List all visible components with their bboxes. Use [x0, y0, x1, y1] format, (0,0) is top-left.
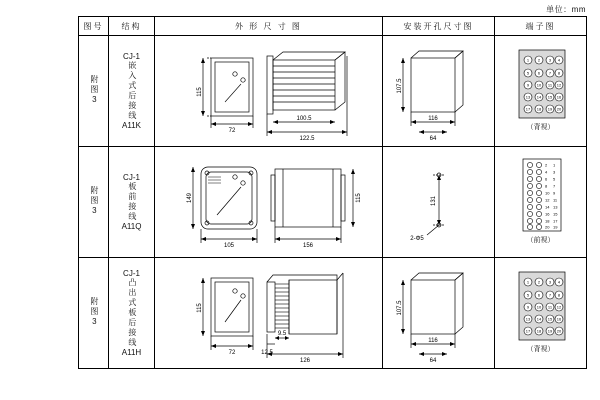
svg-text:3: 3 — [553, 169, 556, 175]
dim-total-3: 126 — [299, 358, 311, 364]
mount-dim-width-3: 116 — [428, 338, 438, 344]
dim-width-2: 105 — [223, 243, 235, 249]
table-row — [79, 147, 587, 258]
structure-model: CJ-1 — [123, 51, 140, 61]
svg-text:4: 4 — [557, 279, 561, 285]
dim-mid-3: 9.5 — [277, 331, 287, 337]
dim-total-1: 122.5 — [299, 136, 315, 142]
svg-text:20: 20 — [556, 328, 562, 334]
table-row — [79, 258, 587, 369]
svg-text:6: 6 — [537, 292, 541, 298]
dim-body-2: 156 — [302, 243, 314, 249]
svg-text:13: 13 — [553, 204, 558, 210]
cell-mounting-drawing — [383, 36, 495, 147]
svg-text:4: 4 — [545, 169, 548, 175]
svg-text:6: 6 — [537, 70, 541, 76]
svg-text:14: 14 — [536, 94, 542, 100]
cell-outline-drawing — [155, 36, 383, 147]
svg-text:20: 20 — [556, 106, 562, 112]
svg-text:5: 5 — [553, 176, 556, 182]
outline-drawing-2 — [155, 147, 383, 257]
terminal-view-caption: （前视） — [526, 237, 555, 244]
svg-text:15: 15 — [547, 316, 553, 322]
svg-text:8: 8 — [557, 70, 561, 76]
svg-text:12: 12 — [556, 82, 562, 88]
svg-text:20: 20 — [545, 224, 550, 230]
svg-text:19: 19 — [547, 106, 553, 112]
svg-text:15: 15 — [553, 211, 558, 217]
svg-text:16: 16 — [556, 94, 562, 100]
svg-text:9: 9 — [553, 190, 556, 196]
svg-text:5: 5 — [526, 70, 530, 76]
structure-type: 板前接线 — [127, 182, 137, 222]
svg-text:18: 18 — [536, 106, 542, 112]
svg-text:16: 16 — [545, 211, 550, 217]
mount-dim-height-1: 107.5 — [397, 78, 403, 94]
svg-text:7: 7 — [548, 70, 552, 76]
svg-text:10: 10 — [536, 304, 542, 310]
svg-text:13: 13 — [525, 316, 531, 322]
dim-height-3: 115 — [197, 303, 203, 313]
cell-outline-drawing — [155, 258, 383, 369]
unit-note: 单位：mm — [546, 5, 586, 14]
structure-type: 嵌入式后接线 — [127, 61, 137, 121]
svg-text:12: 12 — [556, 304, 562, 310]
cell-fig-no — [79, 36, 109, 147]
header-structure: 结构 — [109, 17, 155, 36]
cell-terminal-drawing — [495, 36, 587, 147]
svg-text:17: 17 — [553, 218, 558, 224]
structure-type: 凸出式板后接线 — [127, 278, 137, 348]
cell-mounting-drawing — [383, 147, 495, 258]
mount-dim-height-2: 131 — [431, 195, 437, 207]
svg-text:2: 2 — [545, 162, 548, 168]
svg-text:3: 3 — [548, 57, 552, 63]
specification-table — [78, 16, 587, 369]
fig-no-text: 附图3 — [89, 296, 99, 328]
header-fig-no: 图号 — [79, 17, 109, 36]
svg-text:18: 18 — [536, 328, 542, 334]
svg-text:10: 10 — [536, 82, 542, 88]
svg-text:10: 10 — [545, 190, 550, 196]
cell-structure — [109, 147, 155, 258]
mounting-drawing-1 — [383, 36, 495, 146]
structure-model: CJ-1 — [123, 172, 140, 182]
svg-text:4: 4 — [557, 57, 561, 63]
svg-text:18: 18 — [545, 218, 550, 224]
fig-no-text: 附图3 — [89, 185, 99, 217]
header-terminal: 端子图 — [495, 17, 587, 36]
mounting-drawing-2 — [383, 147, 495, 257]
terminal-view-caption: （背视） — [526, 124, 555, 131]
table-header-row — [79, 17, 587, 36]
dim-height-1: 115 — [197, 87, 203, 97]
structure-code: A11Q — [121, 222, 142, 231]
svg-text:3: 3 — [548, 279, 552, 285]
svg-text:13: 13 — [525, 94, 531, 100]
svg-text:7: 7 — [548, 292, 552, 298]
svg-text:17: 17 — [525, 328, 531, 334]
cell-structure — [109, 258, 155, 369]
svg-text:8: 8 — [557, 292, 561, 298]
svg-text:2: 2 — [537, 57, 541, 63]
dim-small-3: 12.5 — [261, 350, 273, 356]
mounting-drawing-3 — [383, 258, 495, 368]
svg-text:14: 14 — [536, 316, 542, 322]
cell-outline-drawing — [155, 147, 383, 258]
svg-text:11: 11 — [553, 197, 558, 203]
svg-text:9: 9 — [526, 82, 530, 88]
svg-text:8: 8 — [545, 183, 548, 189]
dim-right-height-2: 115 — [356, 193, 362, 203]
svg-text:11: 11 — [547, 304, 553, 310]
structure-model: CJ-1 — [123, 268, 140, 278]
svg-text:2: 2 — [537, 279, 541, 285]
svg-text:1: 1 — [526, 279, 530, 285]
cell-fig-no — [79, 258, 109, 369]
svg-text:9: 9 — [526, 304, 530, 310]
svg-text:11: 11 — [547, 82, 553, 88]
cell-terminal-drawing — [495, 258, 587, 369]
terminal-view-caption: （背视） — [526, 346, 555, 353]
svg-text:16: 16 — [556, 316, 562, 322]
structure-code: A11H — [121, 348, 142, 357]
dim-depth-1: 72 — [228, 128, 236, 134]
table-row — [79, 36, 587, 147]
structure-code: A11K — [122, 121, 141, 130]
mount-dim-hole-3: 64 — [429, 358, 437, 364]
svg-text:15: 15 — [547, 94, 553, 100]
svg-text:14: 14 — [545, 204, 550, 210]
dim-height-2: 149 — [187, 192, 193, 204]
mount-dim-height-3: 107.5 — [397, 300, 403, 316]
cell-terminal-drawing — [495, 147, 587, 258]
svg-text:6: 6 — [545, 176, 548, 182]
mount-hole-note-2: 2-Φ5 — [410, 236, 424, 242]
dim-depth-3: 72 — [228, 350, 236, 356]
fig-no-text: 附图3 — [89, 74, 99, 106]
outline-drawing-1 — [155, 36, 383, 146]
svg-text:12: 12 — [545, 197, 550, 203]
outline-drawing-3 — [155, 258, 383, 368]
svg-text:19: 19 — [553, 224, 558, 230]
svg-text:17: 17 — [525, 106, 531, 112]
mount-dim-width-1: 116 — [428, 116, 438, 122]
svg-text:5: 5 — [526, 292, 530, 298]
svg-text:1: 1 — [526, 57, 530, 63]
svg-text:1: 1 — [553, 162, 556, 168]
cell-structure — [109, 36, 155, 147]
cell-mounting-drawing — [383, 258, 495, 369]
dim-body-1: 100.5 — [296, 116, 312, 122]
svg-text:7: 7 — [553, 183, 556, 189]
header-mounting: 安装开孔尺寸图 — [383, 17, 495, 36]
cell-fig-no — [79, 147, 109, 258]
mount-dim-hole-1: 64 — [429, 136, 437, 142]
svg-text:19: 19 — [547, 328, 553, 334]
header-outline: 外 形 尺 寸 图 — [155, 17, 383, 36]
